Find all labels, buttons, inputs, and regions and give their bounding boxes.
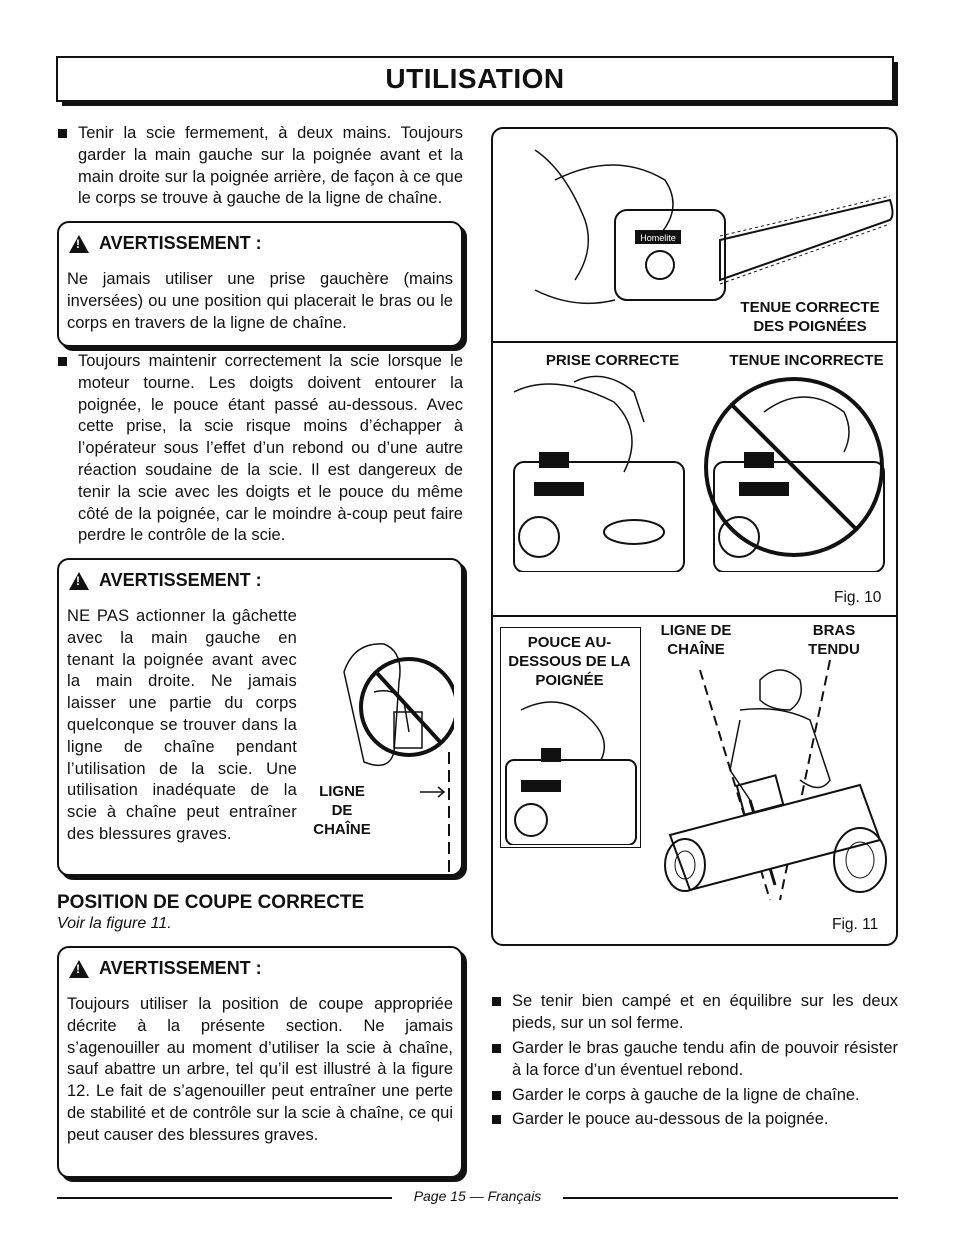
bullet-grip (58, 123, 463, 213)
warning-title: AVERTISSEMENT : (99, 570, 262, 590)
warning-triangle-icon (69, 960, 89, 978)
bullet-square-icon (492, 1115, 501, 1124)
bullet-arm (492, 1038, 898, 1082)
footer-rule-left (57, 1197, 392, 1199)
section-reference: Voir la figure 11. (57, 915, 172, 932)
incorrect-grip-label: TENUE INCORRECTE (729, 352, 884, 369)
figure11-caption: Fig. 11 (832, 916, 879, 933)
cutting-position-illustration (660, 660, 890, 905)
bullet-square-icon (492, 1091, 501, 1100)
figure-divider (493, 615, 896, 617)
chain-line-label: LIGNE DE CHAÎNE (313, 783, 371, 838)
warning-title: AVERTISSEMENT : (99, 958, 262, 978)
bullet-square-icon (58, 129, 67, 138)
bullet-maintain (58, 351, 463, 551)
correct-grip-illustration (494, 372, 690, 572)
bullet-text: Garder le pouce au-dessous de la poignée. (512, 1110, 829, 1128)
bullet-square-icon (492, 1044, 501, 1053)
warning-triangle-icon (69, 235, 89, 253)
svg-text:Homelite: Homelite (640, 233, 676, 243)
page-title: UTILISATION (385, 63, 565, 94)
bullet-square-icon (492, 997, 501, 1006)
figure10-divider (493, 341, 896, 343)
warning-box-1 (57, 221, 463, 347)
bullet-text: Garder le bras gauche tendu afin de pouvoir résister à la force d’un éventuel rebond. (512, 1039, 898, 1079)
figure10-caption: Fig. 10 (834, 589, 882, 606)
correct-grip-label: PRISE CORRECTE (545, 352, 680, 369)
warning-box-3 (57, 946, 463, 1178)
section-title: POSITION DE COUPE CORRECTE (57, 892, 365, 913)
warning-text: Ne jamais utiliser une prise gauchère (mains inversées) ou une position qui placerait le bras ou le corps en travers de la ligne de chaîne. (67, 270, 453, 332)
bullet-text: Tenir la scie fermement, à deux mains. Toujours garder la main gauche sur la poignée avant et la main droite sur la poignée arrière, de façon à ce que le corps se trouve à gauche de la ligne de chaîne. (78, 124, 463, 208)
chain-line-label-fig11: LIGNE DE CHAÎNE (660, 622, 732, 658)
left-hand-trigger-illustration (334, 632, 454, 872)
warning-text: Toujours utiliser la position de coupe appropriée décrite à la présente section. Ne jamais s’agenouiller au moment d’utiliser la scie à chaîne, sauf abattre un arbre, tel qu’il est illustré à la figure 12. Le fait de s’agenouiller peut entraîner une perte de stabilité et de contrôle sur la scie à chaîne, ce qui peut causer des blessures graves. (67, 995, 453, 1144)
thumb-under-handle-illustration (501, 690, 638, 845)
warning-box-2 (57, 558, 463, 876)
bullet-text: Se tenir bien campé et en équilibre sur les deux pieds, sur un sol ferme. (512, 992, 898, 1032)
bullet-text: Toujours maintenir correctement la scie lorsque le moteur tourne. Les doigts doivent entourer la poignée, le pouce étant passé au-dessous. Avec cette prise, la scie risque moins d’échapper à l’opérateur sous l’effet d’un rebond ou d’une autre réaction soudaine de la scie. Il est dangereux de tenir la scie avec les doigts et le pouce du même côté de la poignée, car le moindre à-coup peut faire perdre le contrôle de la scie. (78, 352, 463, 545)
warning-header (69, 233, 262, 254)
bullet-thumb (492, 1109, 898, 1131)
correct-handles-label: TENUE CORRECTE DES POIGNÉES (740, 299, 880, 335)
footer-rule-right (563, 1197, 898, 1199)
warning-header (69, 958, 262, 979)
thumb-label: POUCE AU-DESSOUS DE LA POIGNÉE (508, 634, 631, 689)
warning-header (69, 570, 262, 591)
warning-text: NE PAS actionner la gâchette avec la main gauche en tenant la poignée avant avec la main droite. Ne jamais laisser une partie du corps quelconque se trouver dans la ligne de chaîne pendant l’utilisation de la scie. Une utilisation inadéquate de la scie à chaîne peut entraîner des blessures graves. (67, 607, 297, 843)
warning-triangle-icon (69, 572, 89, 590)
warning-title: AVERTISSEMENT : (99, 233, 262, 253)
bullet-body (492, 1085, 898, 1107)
bullet-stance (492, 991, 898, 1035)
straight-arm-label: BRAS TENDU (808, 622, 860, 658)
bullet-text: Garder le corps à gauche de la ligne de chaîne. (512, 1086, 860, 1104)
incorrect-grip-illustration (694, 372, 892, 572)
page-footer: Page 15 — Français (413, 1188, 542, 1204)
bullet-square-icon (58, 357, 67, 366)
